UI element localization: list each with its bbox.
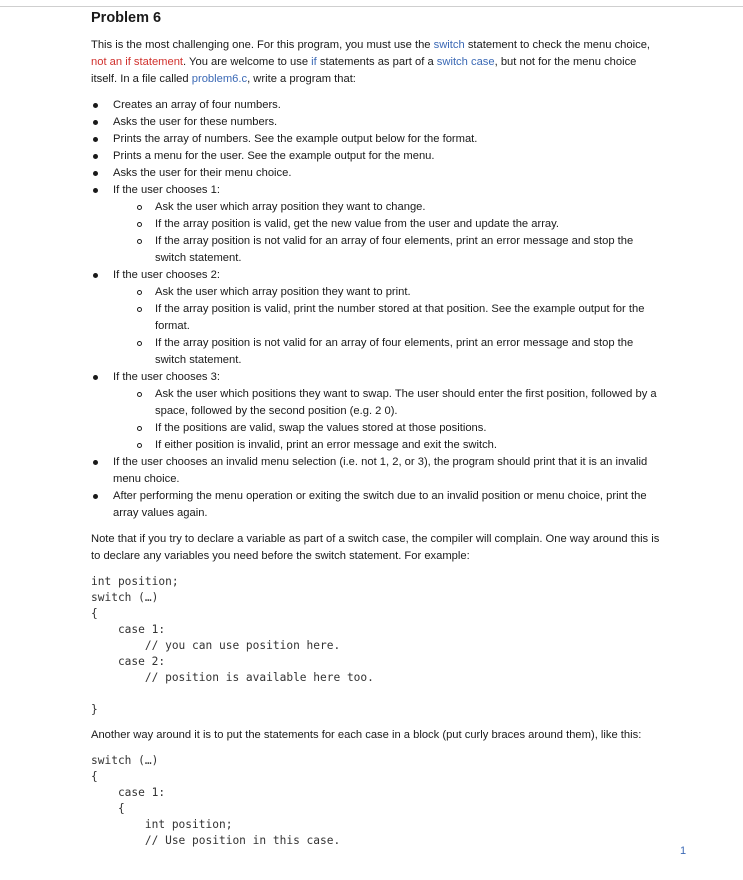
code-example-2: switch (…) { case 1: { int position; // Use position in this case.: [91, 754, 341, 847]
list-item: After performing the menu operation or exiting the switch due to an invalid position or menu choice, print the array values again.: [91, 488, 661, 522]
switch-keyword: switch: [433, 39, 465, 51]
intro-text-6: , write a program that:: [247, 73, 356, 85]
list-item-choice-2: [91, 267, 661, 369]
list-item-choice-3: [91, 369, 661, 454]
intro-text-5: , but not for the menu choice itself. In a file called: [91, 56, 637, 85]
intro-text-3: . You are welcome to use: [183, 56, 312, 68]
sub-list-item: If the array position is not valid for an array of four elements, print an error message and stop the switch statement.: [113, 335, 661, 369]
page-number: 1: [680, 845, 687, 857]
sub-list-item: If the array position is valid, print the number stored at that position. See the example output for the format.: [113, 301, 661, 335]
choice-2-label: If the user chooses 2:: [113, 269, 220, 281]
sub-list-item: Ask the user which array position they want to change.: [113, 199, 661, 216]
choice-2-sublist: [113, 284, 661, 369]
choice-1-sublist: [113, 199, 661, 267]
list-item-choice-1: [91, 182, 661, 267]
list-item: Asks the user for these numbers.: [91, 114, 661, 131]
problem-title: Problem 6: [91, 10, 162, 26]
sub-list-item: If either position is invalid, print an error message and exit the switch.: [113, 437, 661, 454]
code-example-1: int position; switch (…) { case 1: // you can use position here. case 2: // position is available here too. }: [91, 575, 374, 716]
filename: problem6.c: [191, 73, 248, 85]
list-item: If the user chooses an invalid menu selection (i.e. not 1, 2, or 3), the program should print that it is an invalid menu choice.: [91, 454, 661, 488]
document-page: [91, 9, 661, 849]
list-item: Prints a menu for the user. See the example output for the menu.: [91, 148, 661, 165]
list-item: Asks the user for their menu choice.: [91, 165, 661, 182]
list-item: Creates an array of four numbers.: [91, 97, 661, 114]
choice-3-label: If the user chooses 3:: [113, 371, 220, 383]
intro-text-1: This is the most challenging one. For this program, you must use the: [91, 39, 434, 51]
intro-paragraph: [91, 37, 661, 88]
requirements-list: [91, 97, 661, 522]
choice-3-sublist: [113, 386, 661, 454]
switch-case-keyword: switch case: [436, 56, 495, 68]
not-if-emphasis: not an if statement: [91, 56, 184, 68]
note-paragraph: Note that if you try to declare a variable as part of a switch case, the compiler will complain. One way around this is to declare any variables you need before the switch statement. For example:: [91, 533, 660, 562]
sub-list-item: If the array position is not valid for an array of four elements, print an error message and stop the switch statement.: [113, 233, 661, 267]
sub-list-item: If the array position is valid, get the new value from the user and update the array.: [113, 216, 661, 233]
sub-list-item: Ask the user which positions they want to swap. The user should enter the first position, followed by a space, followed by the second position (e.g. 2 0).: [113, 386, 661, 420]
intro-text-4: statements as part of a: [316, 56, 437, 68]
list-item: Prints the array of numbers. See the example output below for the format.: [91, 131, 661, 148]
page-top-rule: [0, 6, 743, 7]
if-keyword: if: [311, 56, 317, 68]
intro-text-2: statement to check the menu choice,: [464, 39, 651, 51]
sub-list-item: Ask the user which array position they want to print.: [113, 284, 661, 301]
sub-list-item: If the positions are valid, swap the values stored at those positions.: [113, 420, 661, 437]
another-way-paragraph: Another way around it is to put the statements for each case in a block (put curly braces around them), like this:: [91, 729, 642, 741]
choice-1-label: If the user chooses 1:: [113, 184, 220, 196]
